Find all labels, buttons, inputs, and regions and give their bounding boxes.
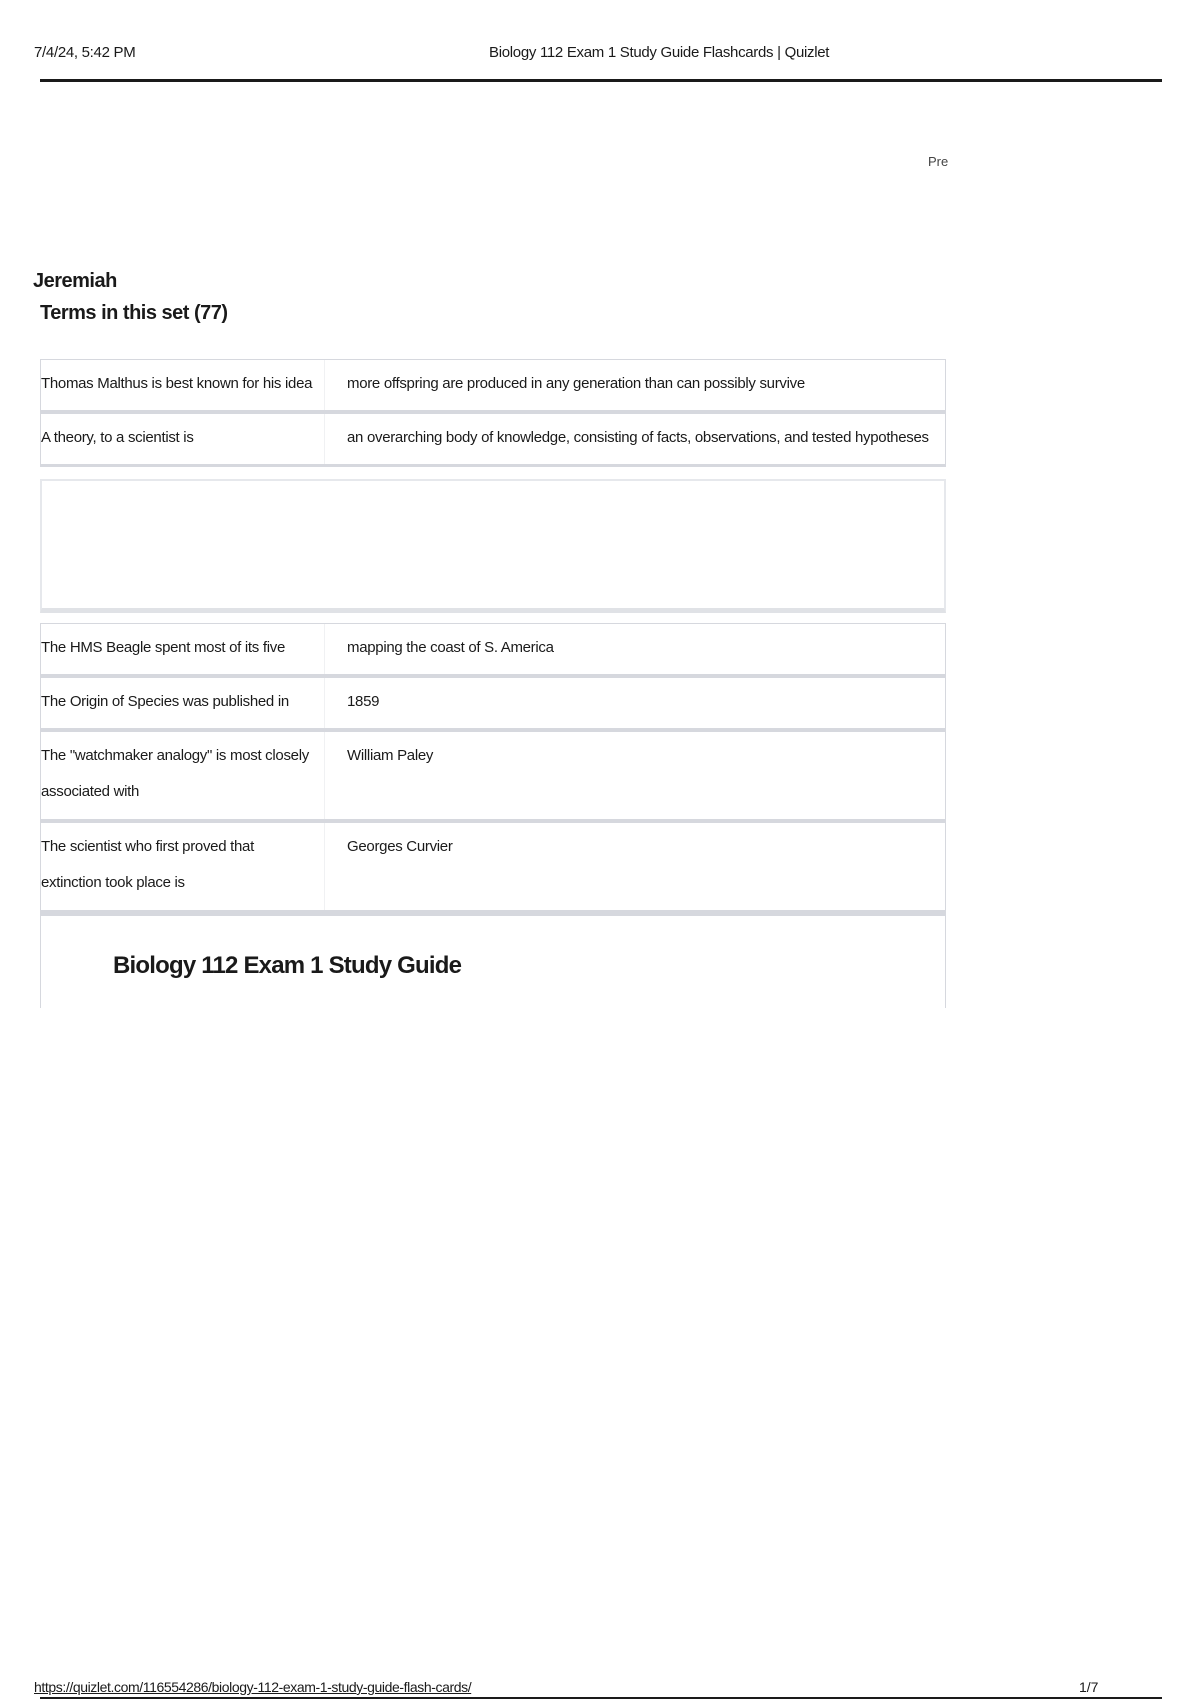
card-term: A theory, to a scientist is: [41, 414, 325, 464]
card-term: The scientist who first proved that extinction took place is: [41, 823, 325, 910]
card-row: [40, 822, 946, 913]
card-term: Thomas Malthus is best known for his idea: [41, 360, 325, 410]
card-definition: Georges Curvier: [347, 838, 453, 855]
card-definition: an overarching body of knowledge, consisting of facts, observations, and tested hypotheses: [347, 429, 929, 446]
card-definition: 1859: [347, 693, 380, 710]
page-url-link[interactable]: https://quizlet.com/116554286/biology-112-exam-1-study-guide-flash-cards/: [34, 1679, 472, 1695]
print-header: [34, 44, 1162, 84]
card-definition: mapping the coast of S. America: [347, 639, 554, 656]
card-definition: William Paley: [347, 747, 434, 764]
set-author[interactable]: Jeremiah: [33, 270, 117, 292]
promo-title: Biology 112 Exam 1 Study Guide: [113, 952, 462, 979]
print-datetime: 7/4/24, 5:42 PM: [34, 44, 136, 61]
card-row: [40, 731, 946, 822]
card-term: The HMS Beagle spent most of its five: [41, 624, 325, 674]
header-divider: [40, 79, 1162, 82]
card-row: [40, 413, 946, 467]
page-number: 1/7: [1079, 1679, 1099, 1695]
card-list: [40, 359, 946, 1008]
print-page-title: Biology 112 Exam 1 Study Guide Flashcards | Quizlet: [489, 44, 830, 61]
card-row: [40, 623, 946, 677]
study-guide-promo[interactable]: [40, 913, 946, 1008]
footer-divider: [40, 1697, 1162, 1699]
card-term: The Origin of Species was published in: [41, 678, 325, 728]
card-row: [40, 677, 946, 731]
print-footer: [34, 1679, 1162, 1699]
card-term: The "watchmaker analogy" is most closely associated with: [41, 732, 325, 819]
truncated-corner-text: Pre: [928, 154, 949, 169]
card-definition: more offspring are produced in any generation than can possibly survive: [347, 375, 805, 392]
card-row: [40, 359, 946, 413]
terms-heading: Terms in this set (77): [40, 302, 228, 324]
ad-slot: [40, 479, 946, 613]
